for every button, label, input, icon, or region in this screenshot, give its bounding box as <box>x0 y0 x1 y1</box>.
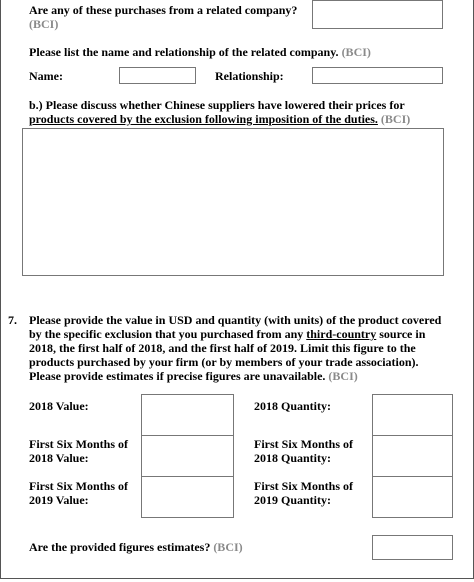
value-2019-h1-field[interactable] <box>141 476 234 518</box>
value-2018-h1-label: First Six Months of 2018 Value: <box>29 437 128 465</box>
quantity-2018-h1-label: First Six Months of 2018 Quantity: <box>254 437 353 465</box>
question-7-text: Please provide the value in USD and quantity (with units) of the product covered by the specific exclusion that you purchased from any third-country source in 2018, the first half of 2018, and the first half of 2019. Limit this figure to the products purchased by your firm (or by members of your trade association). Please provide estimates if precise figures are unavailable. (BCI) <box>29 313 442 383</box>
relationship-label: Relationship: <box>215 69 284 83</box>
value-2018-h1-field[interactable] <box>141 435 234 477</box>
quantity-2018-field[interactable] <box>372 394 453 436</box>
estimates-field[interactable] <box>372 535 453 560</box>
third-country-link: third-country <box>306 327 377 341</box>
price-discussion-textarea[interactable] <box>22 128 444 276</box>
question-7-number: 7. <box>8 313 17 327</box>
quantity-2019-h1-field[interactable] <box>372 476 453 518</box>
quantity-2019-h1-label: First Six Months of 2019 Quantity: <box>254 479 353 507</box>
value-2019-h1-label: First Six Months of 2019 Value: <box>29 479 128 507</box>
quantity-2018-label: 2018 Quantity: <box>254 399 332 413</box>
value-2018-label: 2018 Value: <box>29 399 89 413</box>
value-2018-field[interactable] <box>141 394 234 436</box>
related-company-list-prompt: Please list the name and relationship of the related company. (BCI) <box>29 45 371 59</box>
relationship-field[interactable] <box>312 67 443 84</box>
name-field[interactable] <box>119 67 196 84</box>
name-label: Name: <box>29 69 63 83</box>
quantity-2018-h1-field[interactable] <box>372 435 453 477</box>
estimates-question: Are the provided figures estimates? (BCI) <box>29 540 243 554</box>
related-company-question: Are any of these purchases from a related company? (BCI) <box>29 3 298 31</box>
price-discussion-prompt: b.) Please discuss whether Chinese suppliers have lowered their prices for products covered by the exclusion following imposition of the duties. (BCI) <box>29 98 411 126</box>
related-company-field[interactable] <box>312 0 443 29</box>
